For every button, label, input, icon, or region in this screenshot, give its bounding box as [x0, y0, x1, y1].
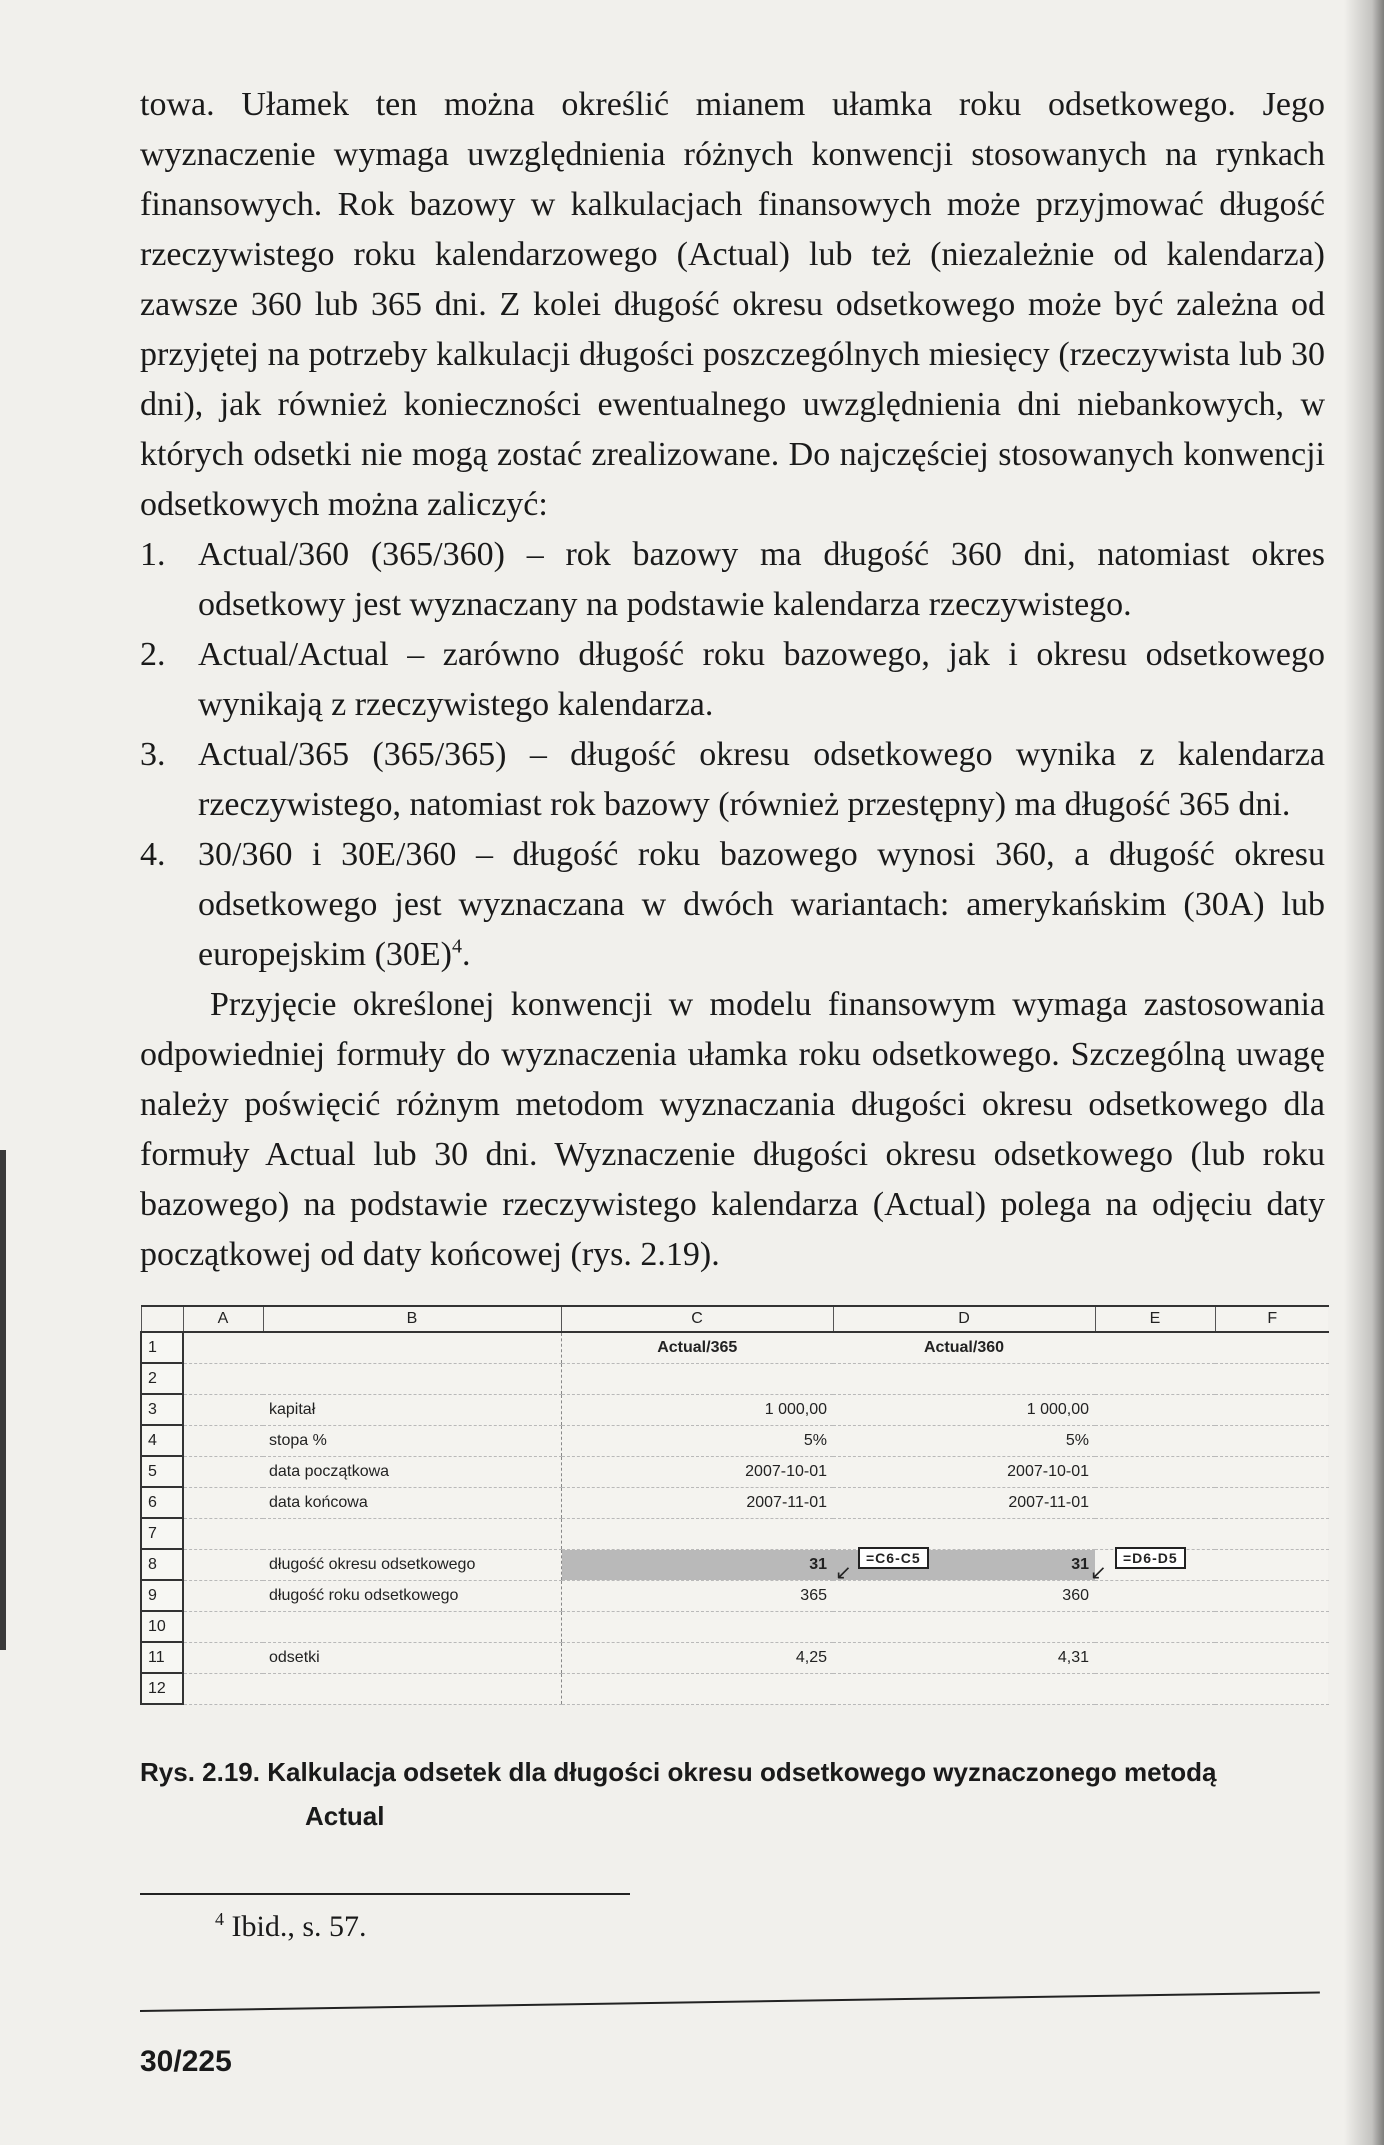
- row-number: 7: [141, 1518, 183, 1549]
- row-number: 1: [141, 1332, 183, 1363]
- formula-callout-d: =D6-D5: [1115, 1547, 1186, 1569]
- cell-b: kapitał: [263, 1394, 561, 1425]
- cell-c: [561, 1518, 833, 1549]
- row-number: 8: [141, 1549, 183, 1580]
- cell-c: 2007-11-01: [561, 1487, 833, 1518]
- cell-d: [833, 1363, 1095, 1394]
- list-item: [140, 530, 1325, 630]
- row-number: 3: [141, 1394, 183, 1425]
- formula-callout-c: =C6-C5: [858, 1547, 929, 1569]
- cell-c: 365: [561, 1580, 833, 1611]
- list-number: 1.: [140, 536, 166, 573]
- cell-d: 1 000,00: [833, 1394, 1095, 1425]
- table-row: [141, 1673, 1329, 1704]
- caption-text: Kalkulacja odsetek dla długości okresu odsetkowego wyznaczonego metodą: [267, 1757, 1217, 1787]
- table-row: [141, 1580, 1329, 1611]
- caption-text-2: Actual: [305, 1801, 385, 1831]
- cell-b: [263, 1611, 561, 1642]
- cell-d: Actual/360: [833, 1332, 1095, 1363]
- table-row: [141, 1363, 1329, 1394]
- page-number: 30/225: [140, 2045, 232, 2078]
- cell-d: 2007-11-01: [833, 1487, 1095, 1518]
- cell-d: [833, 1611, 1095, 1642]
- cell-b: data końcowa: [263, 1487, 561, 1518]
- list-number: 3.: [140, 736, 166, 773]
- cell-c: Actual/365: [561, 1332, 833, 1363]
- table-row: [141, 1642, 1329, 1673]
- footnote-number: 4: [215, 1909, 224, 1929]
- cell-b: [263, 1332, 561, 1363]
- cell-c: [561, 1363, 833, 1394]
- cell-b: odsetki: [263, 1642, 561, 1673]
- cell-d: [833, 1673, 1095, 1704]
- table-row: [141, 1425, 1329, 1456]
- cell-b: [263, 1673, 561, 1704]
- cell-b: długość roku odsetkowego: [263, 1580, 561, 1611]
- cell-d: 2007-10-01: [833, 1456, 1095, 1487]
- corner-cell: [141, 1306, 183, 1332]
- column-header: B: [263, 1306, 561, 1332]
- list-text: Actual/365 (365/365) – długość okresu odsetkowego wynika z kalendarza rzeczywistego, natomiast rok bazowy (również przestępny) ma długość 365 dni.: [198, 736, 1325, 823]
- table-row: [141, 1487, 1329, 1518]
- row-number: 2: [141, 1363, 183, 1394]
- cell-c: 4,25: [561, 1642, 833, 1673]
- arrow-icon: ↙: [835, 1562, 852, 1584]
- cell-b: [263, 1518, 561, 1549]
- cell-b: [263, 1363, 561, 1394]
- row-number: 10: [141, 1611, 183, 1642]
- column-header: F: [1215, 1306, 1329, 1332]
- list-item: [140, 630, 1325, 730]
- footnote-divider: [140, 1893, 630, 1895]
- intro-paragraph: towa. Ułamek ten można określić mianem ułamka roku odsetkowego. Jego wyznaczenie wymaga uwzględnienia różnych konwencji stosowanych na rynkach finansowych. Rok bazowy w kalkulacjach finansowych może przyjmować długość rzeczywistego roku kalendarzowego (Actual) lub też (niezależnie od kalendarza) zawsze 360 lub 365 dni. Z kolei długość okresu odsetkowego może być zależna od przyjętej na potrzeby kalkulacji długości poszczególnych miesięcy (rzeczywista lub 30 dni), jak również konieczności ewentualnego uwzględnienia dni niebankowych, w których odsetki nie mogą zostać zrealizowane. Do najczęściej stosowanych konwencji odsetkowych można zaliczyć:: [140, 86, 1325, 523]
- column-header: A: [183, 1306, 263, 1332]
- cell-b: stopa %: [263, 1425, 561, 1456]
- list-item: [140, 730, 1325, 830]
- column-header: D: [833, 1306, 1095, 1332]
- cell-c: 5%: [561, 1425, 833, 1456]
- column-header-row: [141, 1306, 1329, 1332]
- column-header: C: [561, 1306, 833, 1332]
- cell-d: 5%: [833, 1425, 1095, 1456]
- row-number: 9: [141, 1580, 183, 1611]
- column-header: E: [1095, 1306, 1215, 1332]
- cell-d: [833, 1518, 1095, 1549]
- convention-list: [140, 530, 1325, 980]
- row-number: 4: [141, 1425, 183, 1456]
- table-row: [141, 1394, 1329, 1425]
- list-number: 4.: [140, 836, 166, 873]
- footnote-text: Ibid., s. 57.: [231, 1910, 367, 1943]
- footnote: [215, 1910, 367, 1944]
- table-row: [141, 1611, 1329, 1642]
- cell-c: [561, 1673, 833, 1704]
- cell-c: [561, 1611, 833, 1642]
- page-gutter-shadow: [1344, 0, 1384, 2145]
- cell-c: 1 000,00: [561, 1394, 833, 1425]
- cell-d-selected[interactable]: 31: [833, 1549, 1095, 1580]
- list-text: 30/360 i 30E/360 – długość roku bazowego wynosi 360, a długość okresu odsetkowego jest wyznaczana w dwóch wariantach: amerykańskim (30A) lub europejskim (30E): [198, 836, 1325, 973]
- cell-c: 2007-10-01: [561, 1456, 833, 1487]
- footnote-ref: 4: [452, 935, 462, 958]
- main-text: [140, 80, 1325, 1280]
- closing-paragraph: Przyjęcie określonej konwencji w modelu finansowym wymaga zastosowania odpowiedniej formuły do wyznaczenia ułamka roku odsetkowego. Szczególną uwagę należy poświęcić różnym metodom wyznaczania długości okresu odsetkowego dla formuły Actual lub 30 dni. Wyznaczenie długości okresu odsetkowego (lub roku bazowego) na podstawie rzeczywistego kalendarza (Actual) polega na odjęciu daty początkowej od daty końcowej (rys. 2.19).: [140, 986, 1325, 1273]
- spreadsheet-figure: [140, 1305, 1328, 1705]
- list-text: Actual/Actual – zarówno długość roku bazowego, jak i okresu odsetkowego wynikają z rzeczywistego kalendarza.: [198, 636, 1325, 723]
- page-edge: [0, 1150, 6, 1650]
- caption-label: Rys. 2.19.: [140, 1757, 260, 1787]
- table-row: [141, 1332, 1329, 1363]
- list-number: 2.: [140, 636, 166, 673]
- table-row: [141, 1456, 1329, 1487]
- list-item: 4. 30/360 i 30E/360 – długość roku bazowego wynosi 360, a długość okresu odsetkowego jest wyznaczana w dwóch wariantach: amerykańskim (30A) lub europejskim $(30E)^4$.: [140, 830, 1325, 980]
- bottom-divider: [140, 1991, 1320, 2012]
- cell-c-selected[interactable]: 31: [561, 1549, 833, 1580]
- row-number: 11: [141, 1642, 183, 1673]
- figure-caption: [140, 1750, 1340, 1838]
- cell-b: długość okresu odsetkowego: [263, 1549, 561, 1580]
- cell-b: data początkowa: [263, 1456, 561, 1487]
- table-row: [141, 1518, 1329, 1549]
- cell-d: 360: [833, 1580, 1095, 1611]
- row-number: 6: [141, 1487, 183, 1518]
- cell-d: 4,31: [833, 1642, 1095, 1673]
- row-number: 5: [141, 1456, 183, 1487]
- row-number: 12: [141, 1673, 183, 1704]
- list-text: Actual/360 (365/360) – rok bazowy ma długość 360 dni, natomiast okres odsetkowy jest wyznaczany na podstawie kalendarza rzeczywistego.: [198, 536, 1325, 623]
- arrow-icon: ↙: [1090, 1562, 1107, 1584]
